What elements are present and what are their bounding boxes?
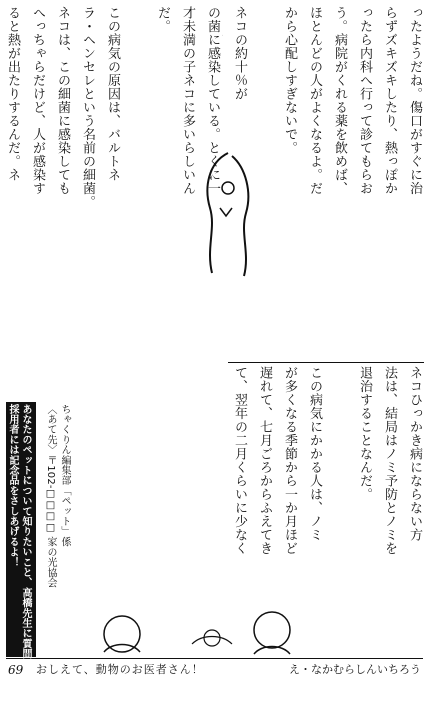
horizontal-rule-bottom [6,658,423,659]
article-top-left: この病気の原因は、バルトネ ラ・ヘンセレという名前の細菌。 ネコは、この細菌に感染しても へっちゃらだけど、人が感染す ると熱が出たりするんだ。ネ [5,6,120,209]
reader-address: 〈あて先〉〒102-□□□□ 家の光協会 [45,404,56,588]
horizontal-rule-top [228,362,424,363]
reader-department: ちゃくりん編集部「ペット」係 [59,404,70,547]
article-top-right: ったようだね。傷口がすぐに治 らずズキズキしたり、熱っぽか ったら内科へ行って診てもらお う。病院がくれる薬を飲めば、 ほとんどの人がよくなるよ。だ から心配しすぎないで。 ネコの約十％が [232,6,422,195]
illustrator-credit: え・なかむらしんいちろう [289,663,421,676]
page-number: 69 [8,663,24,677]
reader-question-line: あなたのペットについて知りたいこと、高橋先生に質問してみよう！ [20,404,31,720]
book-title: おしえて、動物のお医者さん！ [36,663,204,676]
article-bottom-right: ネコひっかき病にならない方 法は、結局はノミ予防とノミを 退治することなんだ。 この病気にかかる人は、ノミ が多くなる季節から一か月ほど 遅れて、七月ごろからふえてき て、翌年の二月くらいに少なく [232,366,422,555]
article-middle-column: の菌に感染している。とくに一 才未満の子ネコに多いらしいん だ。 [155,6,220,195]
children-with-cat-illustration [62,604,382,656]
reader-prize-line: 採用者には記念品をさしあげるよ！ [7,404,18,568]
cat-paw-illustration [198,148,258,283]
page-footer [0,660,429,680]
